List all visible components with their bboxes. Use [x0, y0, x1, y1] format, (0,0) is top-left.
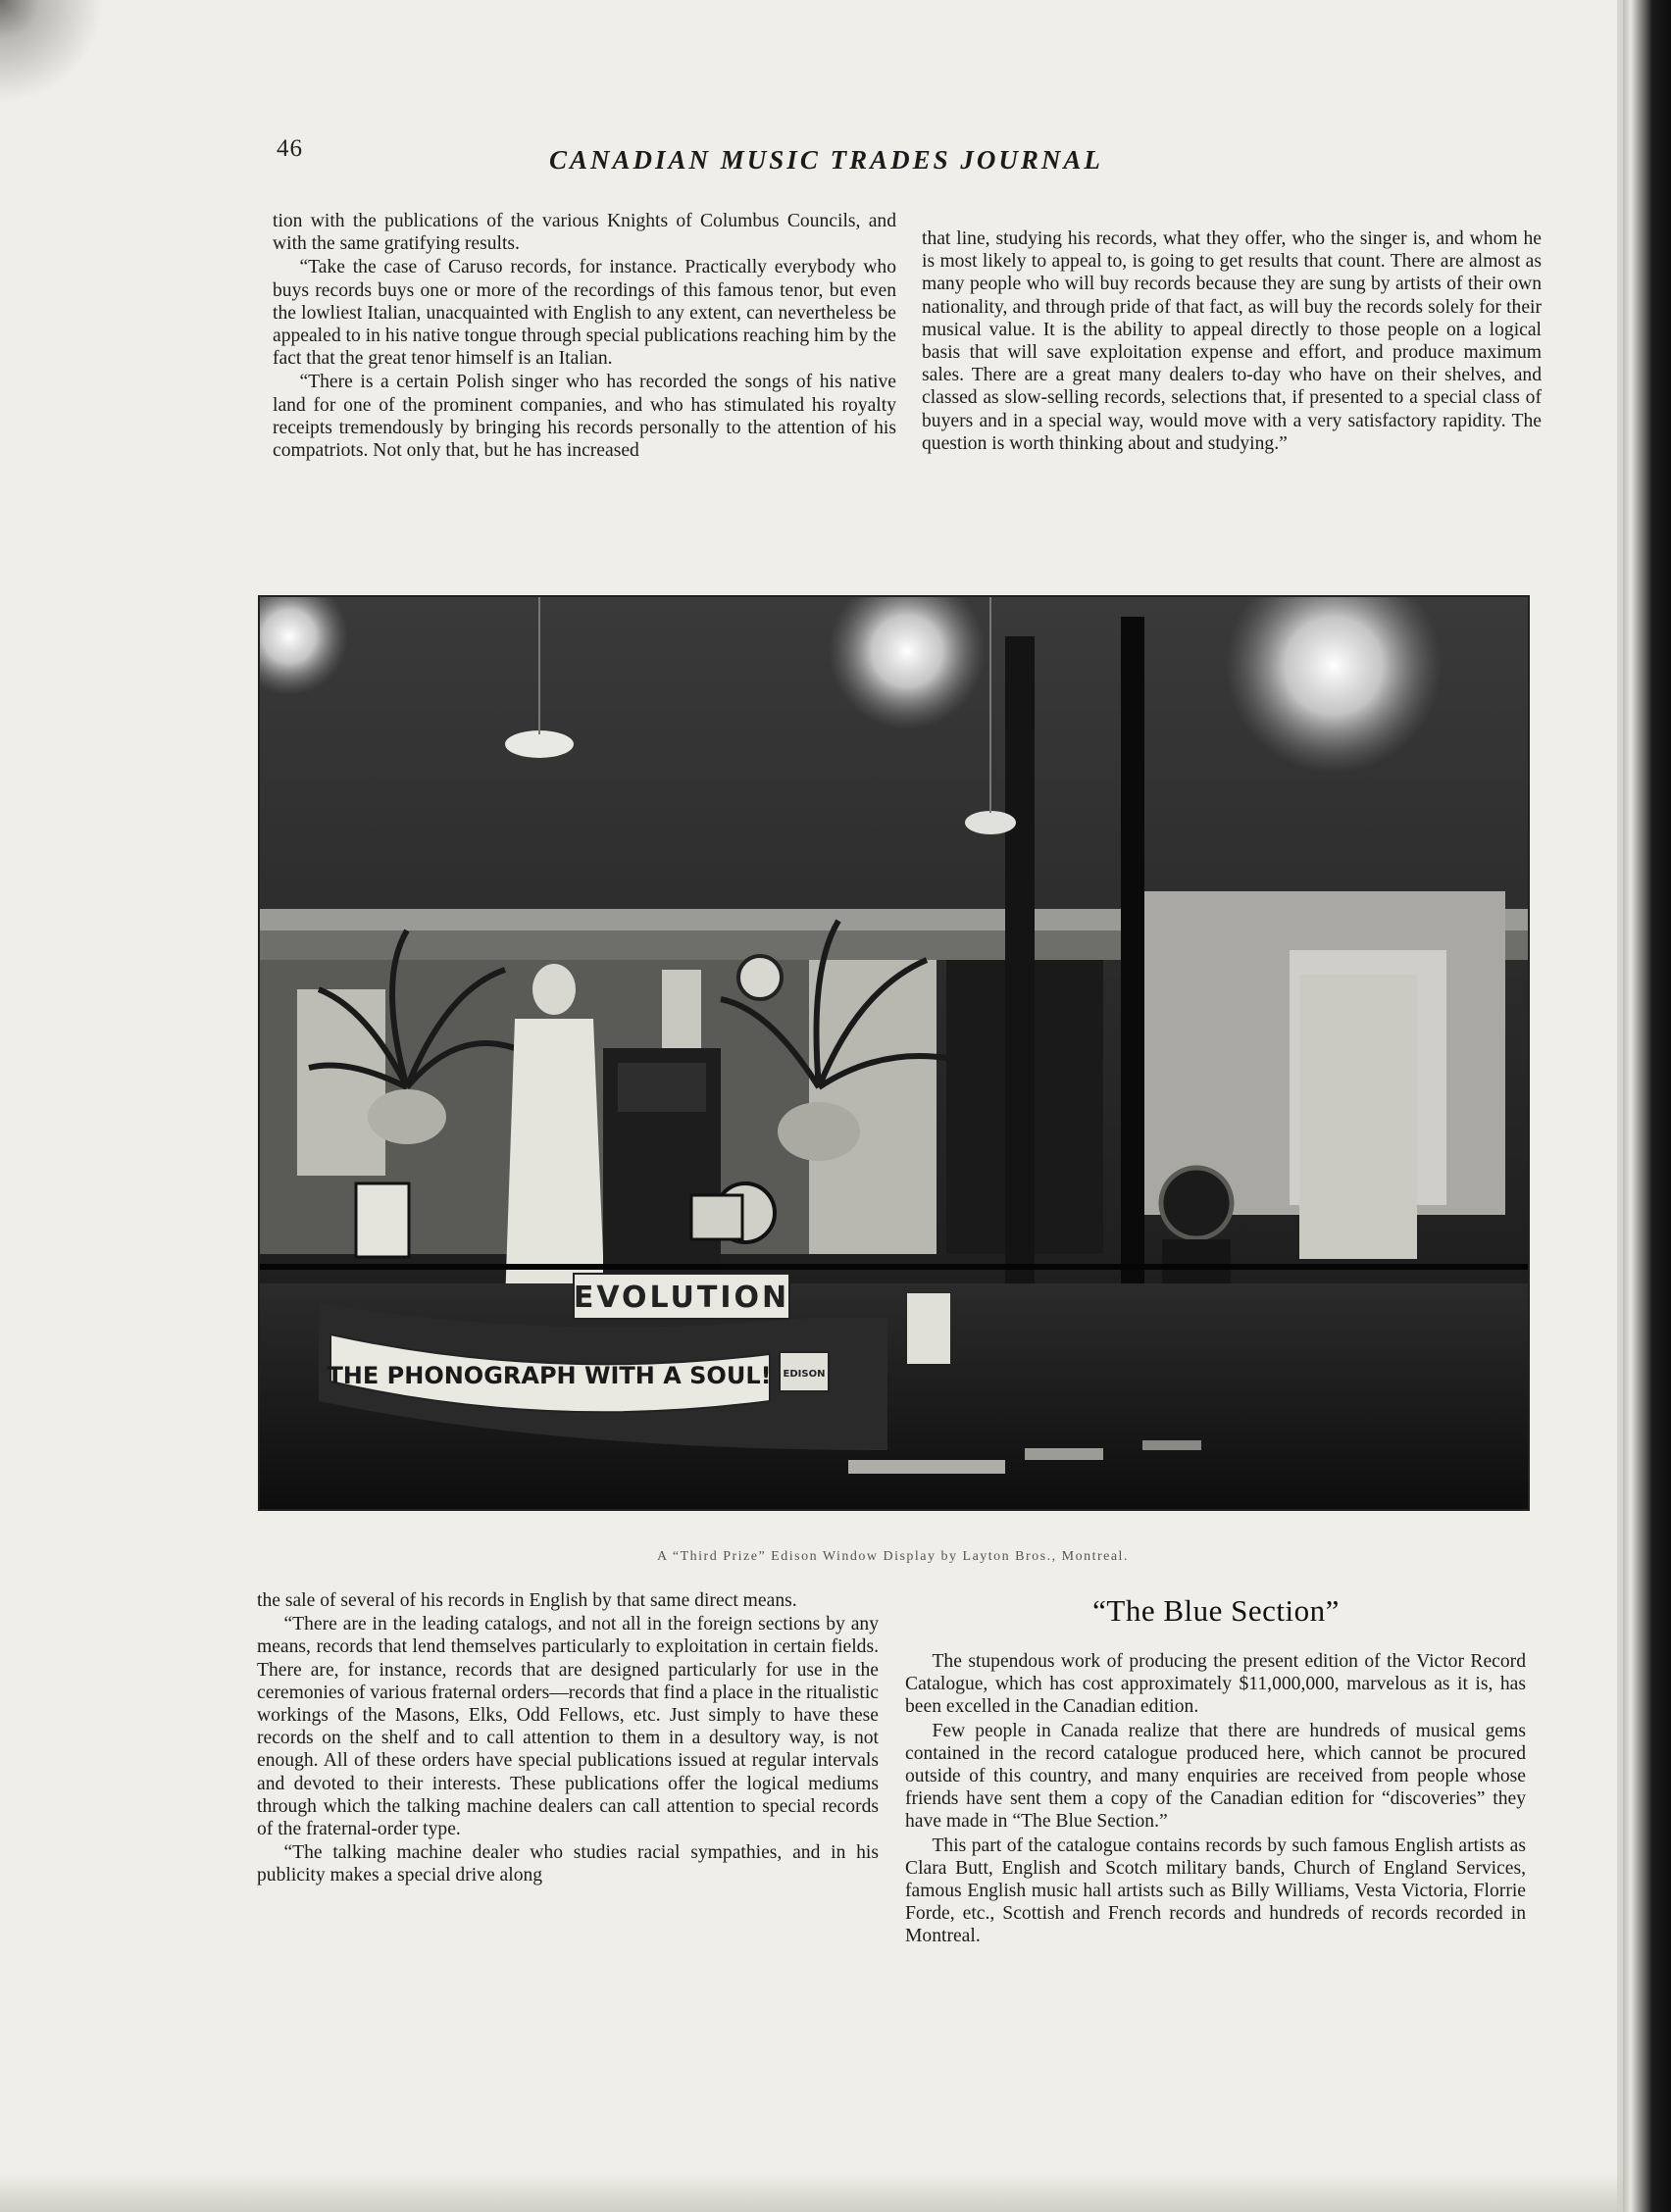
- paragraph: that line, studying his records, what they offer, who the singer is, and whom he is most likely to appeal to, is going to get results that count. There are almost as many people who will buy records because they are sung by artists of their own nationality, and through pride of that fact, as will buy the records solely for their musical value. It is the ability to appeal directly to those people on a logical basis that will save exploitation expense and effort, and produce maximum sales. There are a great many dealers to-day who have on their shelves, and classed as slow-selling records, selections that, if presented to a special class of buyers and in a special way, would move with a very satisfactory rapidity. The question is worth thinking about and studying.”: [922, 228, 1542, 454]
- bottom-right-column: [905, 1650, 1526, 1948]
- sign-slogan: THE PHONOGRAPH WITH A SOUL!: [327, 1362, 772, 1389]
- top-left-column: [273, 210, 896, 462]
- book-spine: [1623, 0, 1671, 2212]
- photo-illustration: [260, 597, 1530, 1511]
- paragraph: The stupendous work of producing the present edition of the Victor Record Catalogue, which has cost approximately $11,000,000, marvelous as it is, has been excelled in the Canadian edition.: [905, 1651, 1526, 1718]
- sign-brand: EDISON: [783, 1369, 826, 1380]
- page-number: 46: [277, 135, 303, 162]
- paragraph: “There are in the leading catalogs, and not all in the foreign sections by any means, records that lend themselves particularly to exploitation in certain fields. There are, for instance, records that are designed particularly for use in the ceremonies of various fraternal orders—records that find a place in the ritualistic workings of the Masons, Elks, Odd Fellows, etc. Just simply to have these records on the shelf and to call attention to them in a desultory way, is not enough. All of these orders have special publications issued at regular intervals and devoted to their interests. These publications offer the logical mediums through which the talking machine dealers can call attention to special records of the fraternal-order type.: [257, 1614, 879, 1840]
- paragraph: “The talking machine dealer who studies racial sympathies, and in his publicity makes a special drive along: [257, 1842, 879, 1886]
- page-bottom-shadow: [0, 2173, 1623, 2212]
- top-right-column: [922, 227, 1542, 455]
- paragraph: “Take the case of Caruso records, for instance. Practically everybody who buys records buys one or more of the recordings of this famous tenor, but even the lowliest Italian, unacquainted with English to any extent, can nevertheless be appealed to in his native tongue through special publications reaching him by the fact that the great tenor himself is an Italian.: [273, 257, 896, 370]
- paragraph: “There is a certain Polish singer who has recorded the songs of his native land for one of the prominent companies, and who has stimulated his royalty receipts tremendously by bringing his records personally to the attention of his compatriots. Not only that, but he has increased: [273, 372, 896, 462]
- window-display-photo: [258, 595, 1530, 1511]
- photo-caption: A “Third Prize” Edison Window Display by Layton Bros., Montreal.: [657, 1549, 1129, 1564]
- paragraph: This part of the catalogue contains records by such famous English artists as Clara Butt, English and Scotch military bands, Church of England Services, famous English music hall artists such as Billy Williams, Vesta Victoria, Florrie Forde, etc., Scottish and French records and hundreds of records recorded in Montreal.: [905, 1835, 1526, 1947]
- paragraph: the sale of several of his records in English by that same direct means.: [257, 1590, 797, 1611]
- section-heading-blue-section: “The Blue Section”: [1092, 1593, 1340, 1628]
- paragraph: Few people in Canada realize that there are hundreds of musical gems contained in the record catalogue produced here, which cannot be procured outside of this country, and many enquiries are received from people whose friends have sent them a copy of the Canadian edition for “discoveries” they have made in “The Blue Section.”: [905, 1720, 1526, 1833]
- sign-evolution: EVOLUTION: [573, 1281, 790, 1315]
- paragraph: tion with the publications of the various Knights of Columbus Councils, and with the same gratifying results.: [273, 211, 896, 255]
- journal-title: CANADIAN MUSIC TRADES JOURNAL: [549, 145, 1103, 175]
- bottom-left-column: [257, 1589, 879, 1887]
- page-corner-shadow: [0, 0, 108, 108]
